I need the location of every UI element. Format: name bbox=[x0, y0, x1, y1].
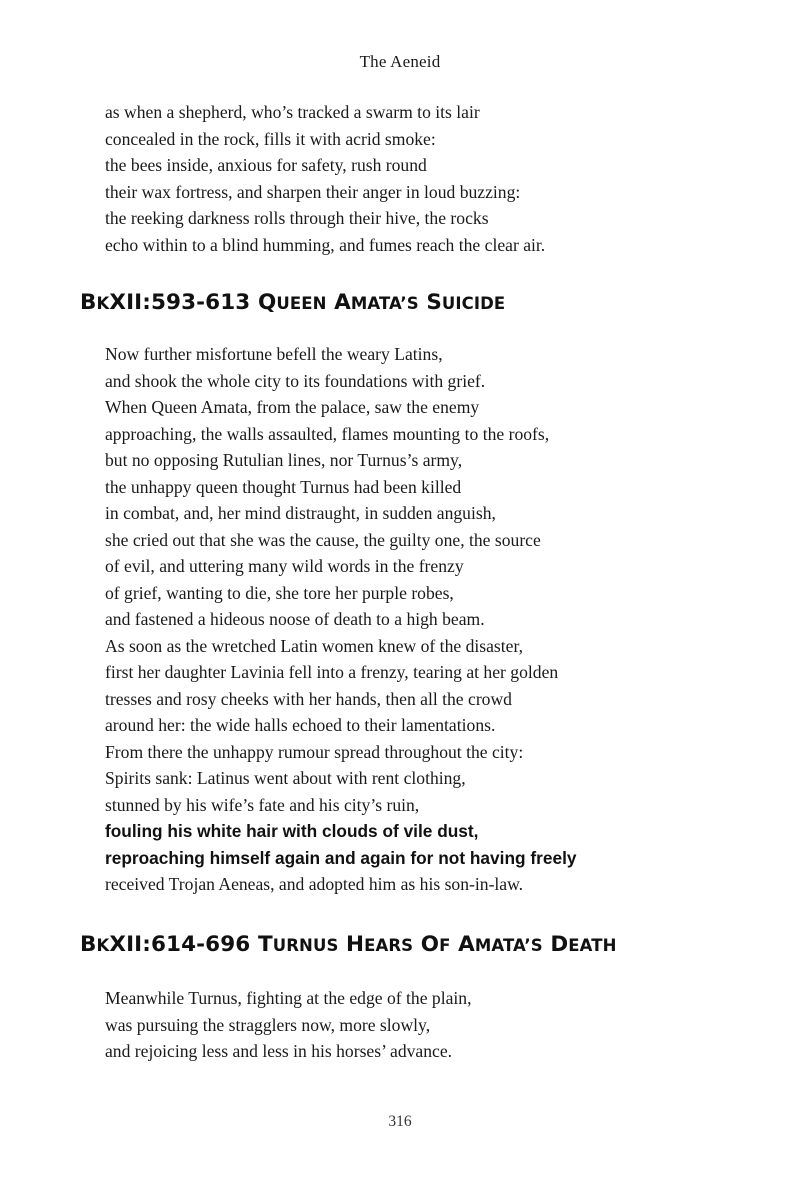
verse-line: of grief, wanting to die, she tore her purple robes, bbox=[105, 582, 454, 603]
heading-title-word: SUICIDE bbox=[426, 290, 506, 315]
stanza-continuation bbox=[105, 99, 765, 258]
heading-title-word: TURNUS bbox=[257, 932, 339, 957]
verse-line: As soon as the wretched Latin women knew of the disaster, bbox=[105, 635, 524, 656]
verse-line: When Queen Amata, from the palace, saw the enemy bbox=[105, 397, 480, 417]
verse-line: but no opposing Rutulian lines, nor Turnus’s army, bbox=[105, 450, 463, 470]
section-heading bbox=[80, 931, 780, 960]
verse-line: Now further misfortune befell the weary Latins, bbox=[105, 344, 443, 364]
verse-line: Spirits sank: Latinus went about with rent clothing, bbox=[105, 768, 466, 788]
verse-line: around her: the wide halls echoed to their lamentations. bbox=[105, 715, 496, 735]
verse-line: in combat, and, her mind distraught, in sudden anguish, bbox=[105, 503, 496, 523]
verse-line: tresses and rosy cheeks with her hands, then all the crowd bbox=[105, 688, 512, 709]
heading-book-label: BK bbox=[80, 932, 110, 957]
section-body bbox=[105, 341, 765, 898]
verse-line: and shook the whole city to its foundations with grief. bbox=[105, 370, 486, 391]
verse-line: and fastened a hideous noose of death to a high beam. bbox=[105, 609, 485, 629]
verse-line: she cried out that she was the cause, the guilty one, the source bbox=[105, 529, 541, 550]
heading-title-word: OF bbox=[420, 932, 451, 957]
verse-line: echo within to a blind humming, and fumes reach the clear air. bbox=[105, 234, 546, 255]
verse-line: as when a shepherd, who’s tracked a swarm to its lair bbox=[105, 102, 480, 122]
heading-line-reference: XII:614-696 bbox=[109, 932, 251, 957]
verse-line: Meanwhile Turnus, fighting at the edge of the plain, bbox=[105, 988, 472, 1008]
running-title: The Aeneid bbox=[359, 52, 441, 71]
verse-line: of evil, and uttering many wild words in the frenzy bbox=[105, 556, 464, 576]
verse-line: the unhappy queen thought Turnus had been killed bbox=[105, 476, 462, 497]
heading-title-word: AMATA’S bbox=[334, 290, 419, 315]
verse-line: received Trojan Aeneas, and adopted him as his son-in-law. bbox=[105, 874, 524, 894]
verse-line: fouling his white hair with clouds of vile dust, bbox=[105, 821, 479, 841]
verse-line: their wax fortress, and sharpen their anger in loud buzzing: bbox=[105, 181, 521, 202]
heading-line-reference: XII:593-613 bbox=[109, 290, 251, 315]
verse-line: the bees inside, anxious for safety, rush round bbox=[105, 155, 427, 175]
heading-title-word: HEARS bbox=[346, 932, 414, 957]
section-heading bbox=[80, 289, 780, 318]
heading-book-label: BK bbox=[80, 290, 110, 315]
verse-line: was pursuing the stragglers now, more slowly, bbox=[105, 1014, 431, 1035]
heading-title-word: AMATA’S bbox=[458, 932, 543, 957]
verse-line: concealed in the rock, fills it with acrid smoke: bbox=[105, 128, 436, 149]
verse-line: the reeking darkness rolls through their hive, the rocks bbox=[105, 208, 489, 228]
heading-title-word: DEATH bbox=[550, 932, 617, 957]
verse-line: From there the unhappy rumour spread throughout the city: bbox=[105, 741, 524, 762]
verse-line: approaching, the walls assaulted, flames mounting to the roofs, bbox=[105, 423, 550, 444]
verse-line: reproaching himself again and again for not having freely bbox=[105, 847, 577, 868]
verse-line: and rejoicing less and less in his horses’ advance. bbox=[105, 1041, 453, 1061]
section-body bbox=[105, 985, 765, 1065]
heading-title-word: QUEEN bbox=[257, 290, 327, 315]
verse-line: first her daughter Lavinia fell into a frenzy, tearing at her golden bbox=[105, 662, 559, 682]
verse-line: stunned by his wife’s fate and his city’s ruin, bbox=[105, 794, 420, 815]
page-number: 316 bbox=[388, 1113, 412, 1130]
